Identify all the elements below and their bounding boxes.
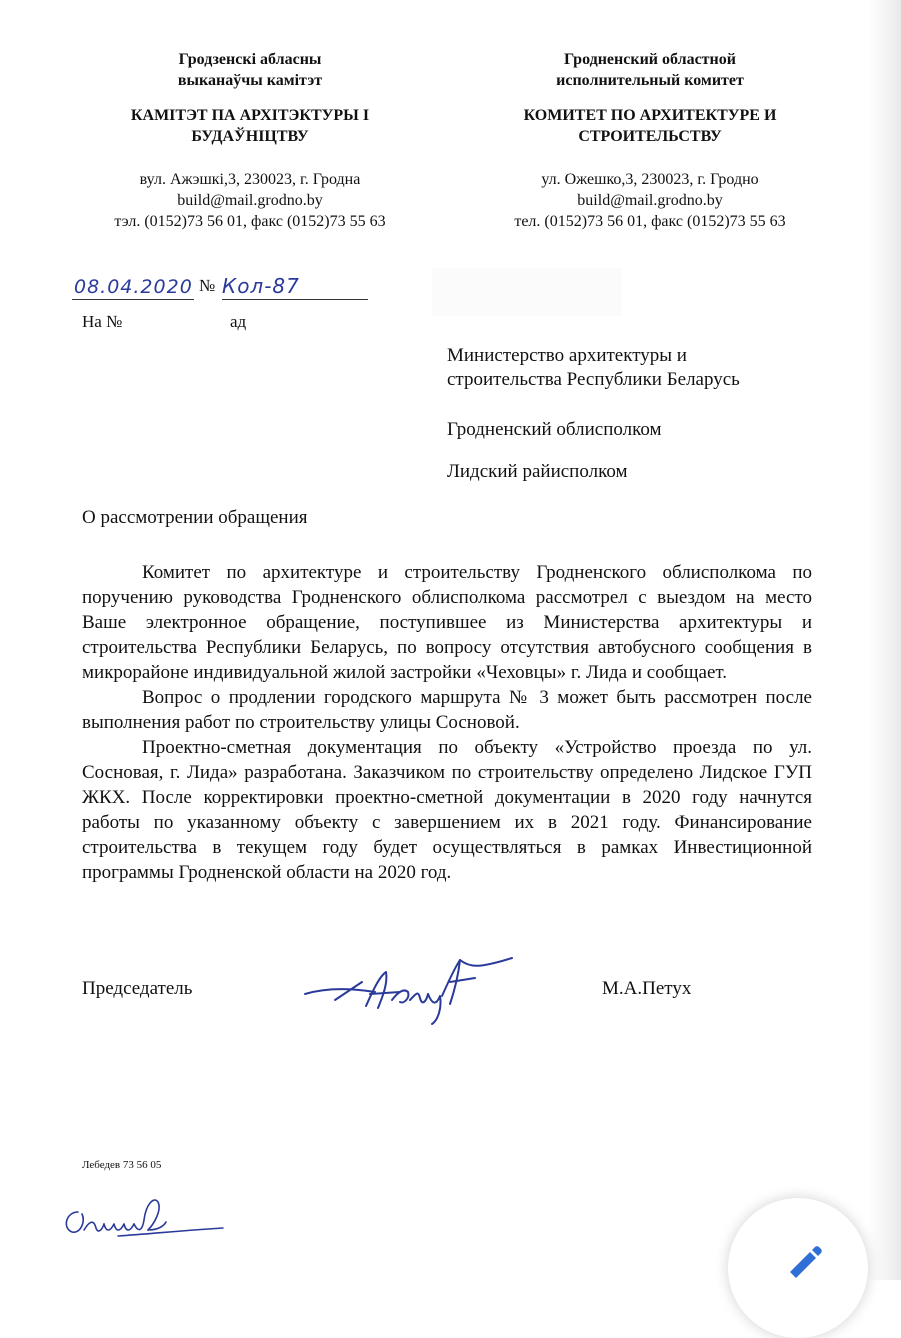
- number-sign: №: [199, 276, 216, 295]
- header-right-russian: [470, 49, 830, 232]
- committee-line2: БУДАЎНІЦТВУ: [191, 128, 309, 145]
- handwritten-initials: [58, 1190, 228, 1250]
- signatory-title: Председатель: [82, 978, 193, 999]
- addressee-oblast: Гродненский облисполком: [447, 419, 662, 440]
- committee-line1: КАМІТЭТ ПА АРХІТЭКТУРЫ І: [130, 107, 370, 124]
- na-label: На №: [82, 312, 123, 331]
- address: ул. Ожешко,3, 230023, г. Гродно: [541, 171, 759, 188]
- incoming-reference: [82, 312, 282, 332]
- page-edge-shadow: [867, 0, 901, 1280]
- signatory-name: М.А.Петух: [602, 978, 692, 999]
- address: вул. Ажэшкі,3, 230023, г. Гродна: [139, 171, 361, 188]
- executor-note: Лебедев 73 56 05: [82, 1159, 162, 1171]
- org-line2: исполнительный комитет: [556, 72, 744, 89]
- addressee-raion: Лидский райисполком: [447, 461, 628, 482]
- addressee-ministry: [447, 344, 847, 392]
- header-left-belarusian: [70, 49, 430, 232]
- outgoing-reference: [72, 272, 372, 302]
- handwritten-date: 08.04.2020: [74, 276, 193, 298]
- addressee-line: Министерство архитектуры и: [447, 345, 687, 366]
- committee-line2: СТРОИТЕЛЬСТВУ: [578, 128, 722, 145]
- letter-body: [82, 560, 812, 885]
- ad-label: ад: [230, 312, 247, 331]
- phone: тел. (0152)73 56 01, факс (0152)73 55 63: [514, 213, 786, 230]
- addressee-line: строительства Республики Беларусь: [447, 369, 740, 390]
- letter-subject: О рассмотрении обращения: [82, 507, 308, 528]
- email: build@mail.grodno.by: [577, 192, 723, 209]
- handwritten-number: Кол-87: [222, 274, 300, 298]
- body-paragraph: Вопрос о продлении городского маршрута № 3 может быть рассмотрен после выполнения работ по строительству улицы Сосновой.: [82, 687, 812, 733]
- edit-fab-button[interactable]: [728, 1198, 868, 1338]
- date-underline: [72, 299, 194, 300]
- org-line1: Гродненский областной: [564, 51, 736, 68]
- number-underline: [222, 299, 368, 300]
- org-line2: выканаўчы камітэт: [177, 72, 323, 89]
- committee-line1: КОМИТЕТ ПО АРХИТЕКТУРЕ И: [523, 107, 777, 124]
- email: build@mail.grodno.by: [177, 192, 323, 209]
- pencil-edit-icon: [782, 1240, 822, 1280]
- body-paragraph: Проектно-сметная документация по объекту «Устройство проезда по ул. Сосновая, г. Лида» разработана. Заказчиком по строительству определено Лидское ГУП ЖКХ. После корректировки проектно-сметной документации в 2020 году начнутся работы по указанному объекту с завершением их в 2021 году. Финансирование строительства в текущем году будет осуществляться в рамках Инвестиционной программы Гродненской области на 2020 год.: [82, 737, 812, 883]
- org-line1: Гродзенскі абласны: [178, 51, 322, 68]
- phone: тэл. (0152)73 56 01, факс (0152)73 55 63: [114, 213, 386, 230]
- redacted-area: [432, 268, 622, 316]
- handwritten-signature: [300, 948, 520, 1028]
- body-paragraph: Комитет по архитектуре и строительству Гродненского облисполкома по поручению руководства Гродненского облисполкома рассмотрел с выездом на место Ваше электронное обращение, поступившее из Министерства архитектуры и строительства Республики Беларусь, по вопросу отсутствия автобусного сообщения в микрорайоне индивидуальной жилой застройки «Чеховцы» г. Лида и сообщает.: [82, 562, 812, 683]
